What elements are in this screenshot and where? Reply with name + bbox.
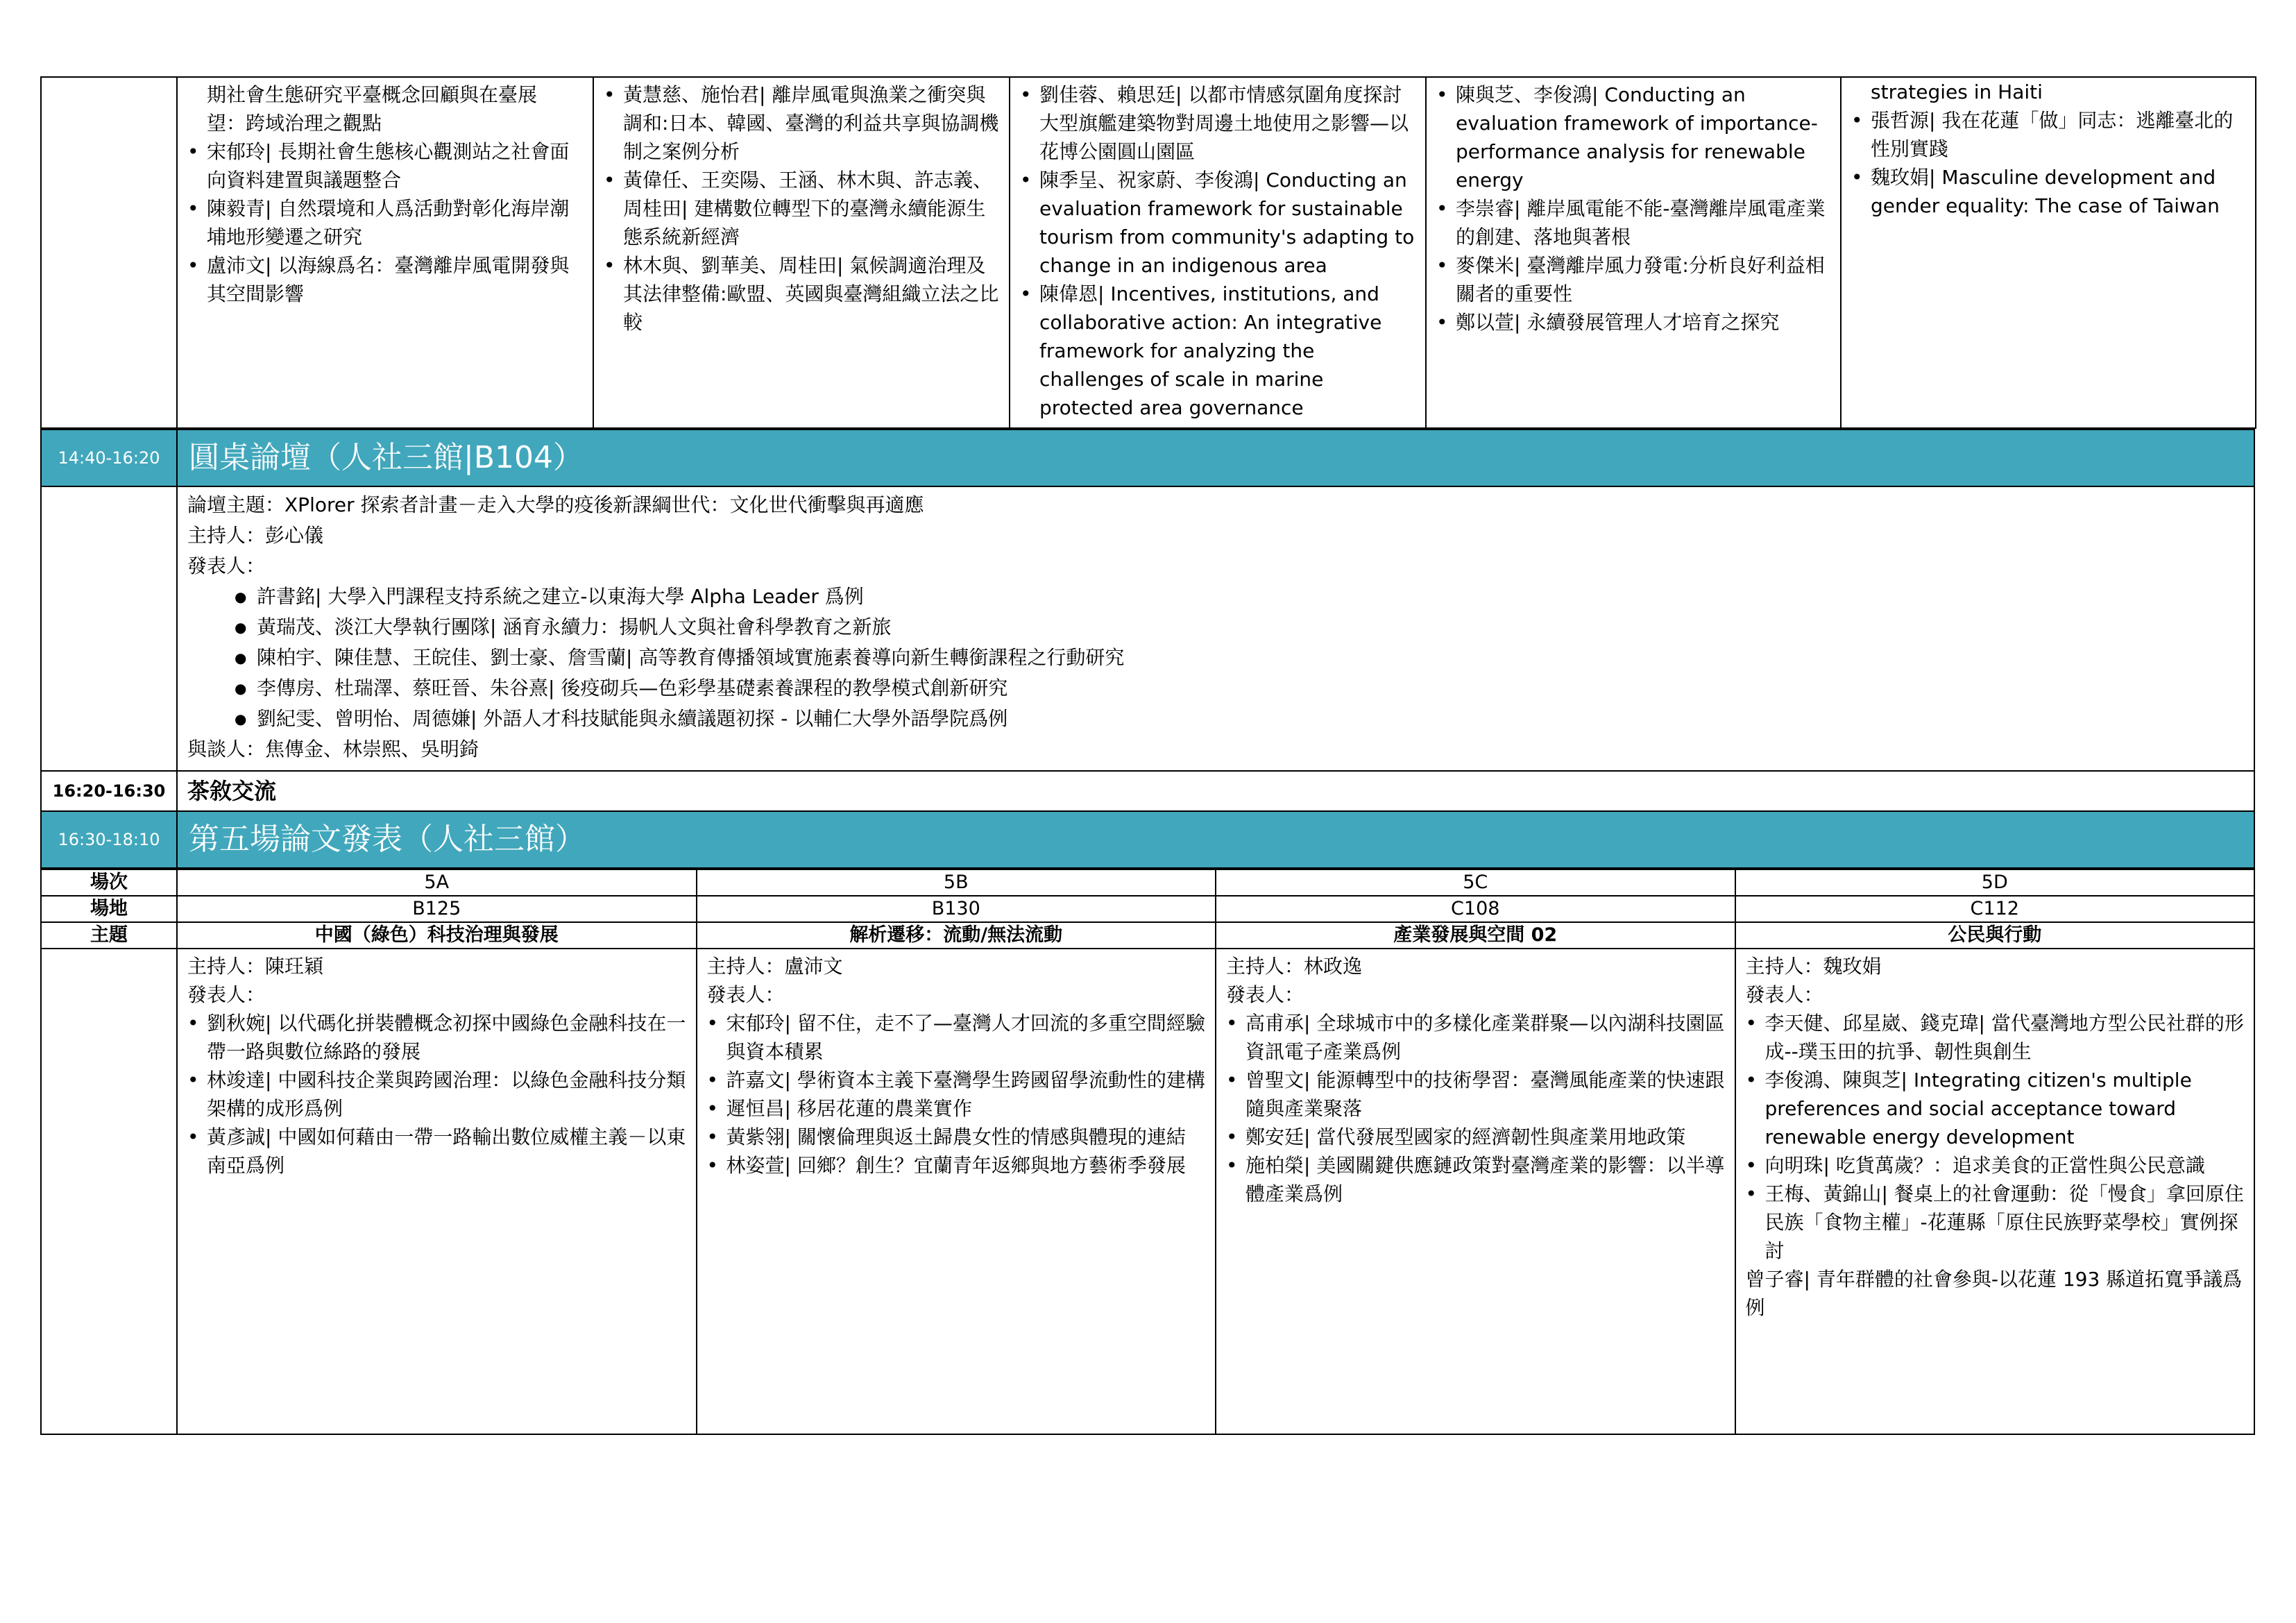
session-room: C108 bbox=[1216, 896, 1735, 922]
time-cell-empty bbox=[41, 77, 177, 428]
session-host: 主持人：盧沛文 bbox=[706, 955, 843, 978]
continuation-line: strategies in Haiti bbox=[1871, 80, 2043, 103]
continuation-line: 期社會生態研究平臺概念回顧與在臺展 bbox=[207, 83, 538, 106]
session-room: C112 bbox=[1735, 896, 2255, 922]
paper-item: • 陳毅青| 自然環境和人爲活動對彰化海岸潮埔地形變遷之研究 bbox=[187, 194, 583, 251]
paper-item: • 鄭以萱| 永續發展管理人才培育之探究 bbox=[1436, 308, 1830, 337]
session-cell-col2 bbox=[593, 77, 1010, 428]
paper-item: • 麥傑米| 臺灣離岸風力發電:分析良好利益相關者的重要性 bbox=[1436, 251, 1830, 308]
row-label-theme: 主題 bbox=[41, 922, 177, 949]
paper-item: • 遲恒昌| 移居花蓮的農業實作 bbox=[707, 1094, 1206, 1123]
roundtable-presenter: ● 李傳房、杜瑞澤、蔡旺晉、朱谷熹| 後疫砌兵—色彩學基礎素養課程的教學模式創新研究 bbox=[235, 673, 2244, 704]
paper-item: • 黃偉任、王奕陽、王涵、林木與、許志義、周桂田| 建構數位轉型下的臺灣永續能源生態系統新經濟 bbox=[604, 166, 999, 251]
session5a-cell bbox=[177, 949, 697, 1434]
paper-item: • 許嘉文| 學術資本主義下臺灣學生跨國留學流動性的建構 bbox=[707, 1066, 1206, 1094]
session-theme: 產業發展與空間 02 bbox=[1216, 922, 1735, 949]
session-theme: 解析遷移：流動/無法流動 bbox=[697, 922, 1216, 949]
session5-table bbox=[40, 869, 2255, 1435]
paper-item: • 林木與、劉華美、周桂田| 氣候調適治理及其法律整備:歐盟、英國與臺灣組織立法之比較 bbox=[604, 251, 999, 337]
row-label-session: 場次 bbox=[41, 869, 177, 896]
roundtable-presenter: ● 劉紀雯、曾明怡、周德嫌| 外語人才科技賦能與永續議題初探 - 以輔仁大學外語學院爲例 bbox=[235, 704, 2244, 734]
paper-item: • 李天健、邱星崴、錢克瑋| 當代臺灣地方型公民社群的形成--璞玉田的抗爭、韌性與創生 bbox=[1746, 1009, 2245, 1066]
session5b-cell bbox=[697, 949, 1216, 1434]
session-presenters-label: 發表人： bbox=[1226, 983, 1304, 1006]
continuation-line: 望：跨域治理之觀點 bbox=[207, 112, 382, 135]
roundtable-host: 主持人：彭心儀 bbox=[187, 524, 324, 547]
row-label-room: 場地 bbox=[41, 896, 177, 922]
top-session-table bbox=[40, 76, 2256, 429]
session5d-cell bbox=[1735, 949, 2255, 1434]
session5-body-row bbox=[41, 949, 2254, 1434]
paper-item: • 黃彥誠| 中國如何藉由一帶一路輸出數位威權主義－以東南亞爲例 bbox=[187, 1123, 686, 1180]
paper-item: • 曾聖文| 能源轉型中的技術學習：臺灣風能產業的快速跟隨與產業聚落 bbox=[1226, 1066, 1725, 1123]
paper-item: • 林竣達| 中國科技企業與跨國治理：以綠色金融科技分類架構的成形爲例 bbox=[187, 1066, 686, 1123]
session-id: 5C bbox=[1216, 869, 1735, 896]
roundtable-presenter: ● 許書銘| 大學入門課程支持系統之建立-以東海大學 Alpha Leader 爲例 bbox=[235, 581, 2244, 612]
session-cell-col5 bbox=[1841, 77, 2256, 428]
session-id: 5D bbox=[1735, 869, 2255, 896]
session-cell-col1 bbox=[177, 77, 593, 428]
paper-item: • 陳偉恩| Incentives, institutions, and collaborative action: An integrative framework for analyzing the challenges of scale in marine protected area governance bbox=[1020, 280, 1415, 422]
room-row bbox=[41, 896, 2254, 922]
paper-item: • 宋郁玲| 留不住，走不了—臺灣人才回流的多重空間經驗與資本積累 bbox=[707, 1009, 1206, 1066]
roundtable-body bbox=[177, 486, 2254, 771]
tea-title: 茶敘交流 bbox=[177, 771, 2254, 811]
roundtable-presenter: ● 陳柏宇、陳佳慧、王皖佳、劉士豪、詹雪蘭| 高等教育傳播領域實施素養導向新生轉銜課程之行動研究 bbox=[235, 643, 2244, 673]
session-room: B125 bbox=[177, 896, 697, 922]
paper-item: • 李俊鴻、陳與芝| Integrating citizen's multiple preferences and social acceptance toward renewable energy development bbox=[1746, 1066, 2245, 1151]
time-cell-empty bbox=[41, 949, 177, 1434]
roundtable-presenters-label: 發表人： bbox=[187, 554, 266, 577]
paper-item: • 盧沛文| 以海線爲名：臺灣離岸風電開發與其空間影響 bbox=[187, 251, 583, 308]
session-room: B130 bbox=[697, 896, 1216, 922]
session-host: 主持人：陳玨穎 bbox=[187, 955, 324, 978]
session-presenters-label: 發表人： bbox=[706, 983, 785, 1006]
session-id: 5B bbox=[697, 869, 1216, 896]
session5-title: 第五場論文發表（人社三館） bbox=[177, 811, 2254, 868]
session-theme: 公民與行動 bbox=[1735, 922, 2255, 949]
paper-item: • 黃紫翎| 關懷倫理與返土歸農女性的情感與體現的連結 bbox=[707, 1123, 1206, 1151]
paper-item: • 鄭安廷| 當代發展型國家的經濟韌性與產業用地政策 bbox=[1226, 1123, 1725, 1151]
session-cell-col3 bbox=[1010, 77, 1426, 428]
paper-item: • 張哲源| 我在花蓮「做」同志：逃離臺北的性別實踐 bbox=[1851, 106, 2245, 163]
session-id-row bbox=[41, 869, 2254, 896]
session-presenters-label: 發表人： bbox=[1745, 983, 1823, 1006]
session-host: 主持人：林政逸 bbox=[1226, 955, 1363, 978]
tea-row bbox=[41, 771, 2254, 811]
tea-time: 16:20-16:30 bbox=[41, 771, 177, 811]
top-session-row bbox=[41, 77, 2256, 428]
roundtable-header-row bbox=[41, 430, 2254, 486]
session-theme: 中國（綠色）科技治理與發展 bbox=[177, 922, 697, 949]
session-host: 主持人：魏玫娟 bbox=[1745, 955, 1882, 978]
paper-item: • 林姿萱| 回鄉？創生？宜蘭青年返鄉與地方藝術季發展 bbox=[707, 1151, 1206, 1180]
paper-item: • 王梅、黃錦山| 餐桌上的社會運動：從「慢食」拿回原住民族「食物主權」-花蓮縣「原住民族野菜學校」實例探討 bbox=[1746, 1180, 2245, 1265]
session-presenters-label: 發表人： bbox=[187, 983, 266, 1006]
roundtable-body-row bbox=[41, 486, 2254, 771]
paper-item: • 劉佳蓉、賴思廷| 以都市情感氛圍角度探討大型旗艦建築物對周邊土地使用之影響—以花博公園圓山園區 bbox=[1020, 80, 1415, 166]
paper-item-extra: 曾子睿| 青年群體的社會參與-以花蓮 193 縣道拓寬爭議爲例 bbox=[1745, 1268, 2243, 1319]
session-cell-col4 bbox=[1426, 77, 1841, 428]
session5-header-row bbox=[41, 811, 2254, 868]
middle-table bbox=[40, 429, 2255, 869]
paper-item: • 宋郁玲| 長期社會生態核心觀測站之社會面向資料建置與議題整合 bbox=[187, 137, 583, 194]
session5-time: 16:30-18:10 bbox=[41, 811, 177, 868]
roundtable-discussants: 與談人：焦傳金、林崇熙、吳明錡 bbox=[187, 738, 479, 760]
paper-item: • 劉秋婉| 以代碼化拼裝體概念初探中國綠色金融科技在一帶一路與數位絲路的發展 bbox=[187, 1009, 686, 1066]
paper-item: • 黃慧慈、施怡君| 離岸風電與漁業之衝突與調和:日本、韓國、臺灣的利益共享與協調機制之案例分析 bbox=[604, 80, 999, 166]
paper-item: • 陳季呈、祝家蔚、李俊鴻| Conducting an evaluation framework for sustainable tourism from community's adapting to change in an indigenous area bbox=[1020, 166, 1415, 280]
paper-item: • 向明珠| 吃貨萬歲？：追求美食的正當性與公民意識 bbox=[1746, 1151, 2245, 1180]
paper-item: • 高甫承| 全球城市中的多樣化產業群聚—以內湖科技園區資訊電子產業爲例 bbox=[1226, 1009, 1725, 1066]
paper-item: • 施柏榮| 美國關鍵供應鏈政策對臺灣產業的影響：以半導體產業爲例 bbox=[1226, 1151, 1725, 1208]
paper-item: • 陳與芝、李俊鴻| Conducting an evaluation framework of importance-performance analysis for renewable energy bbox=[1436, 80, 1830, 194]
paper-item: • 魏玫娟| Masculine development and gender equality: The case of Taiwan bbox=[1851, 163, 2245, 220]
roundtable-presenter: ● 黃瑞茂、淡江大學執行團隊| 涵育永續力：揚帆人文與社會科學教育之新旅 bbox=[235, 612, 2244, 643]
roundtable-title: 圓桌論壇（人社三館|B104） bbox=[177, 430, 2254, 486]
roundtable-topic: 論壇主題：XPlorer 探索者計畫－走入大學的疫後新課綱世代：文化世代衝擊與再適應 bbox=[187, 493, 924, 516]
paper-item: • 李崇睿| 離岸風電能不能-臺灣離岸風電產業的創建、落地與著根 bbox=[1436, 194, 1830, 251]
theme-row bbox=[41, 922, 2254, 949]
session-id: 5A bbox=[177, 869, 697, 896]
roundtable-time: 14:40-16:20 bbox=[41, 430, 177, 486]
schedule-page bbox=[40, 76, 2255, 1435]
time-cell-empty bbox=[41, 486, 177, 771]
session5c-cell bbox=[1216, 949, 1735, 1434]
